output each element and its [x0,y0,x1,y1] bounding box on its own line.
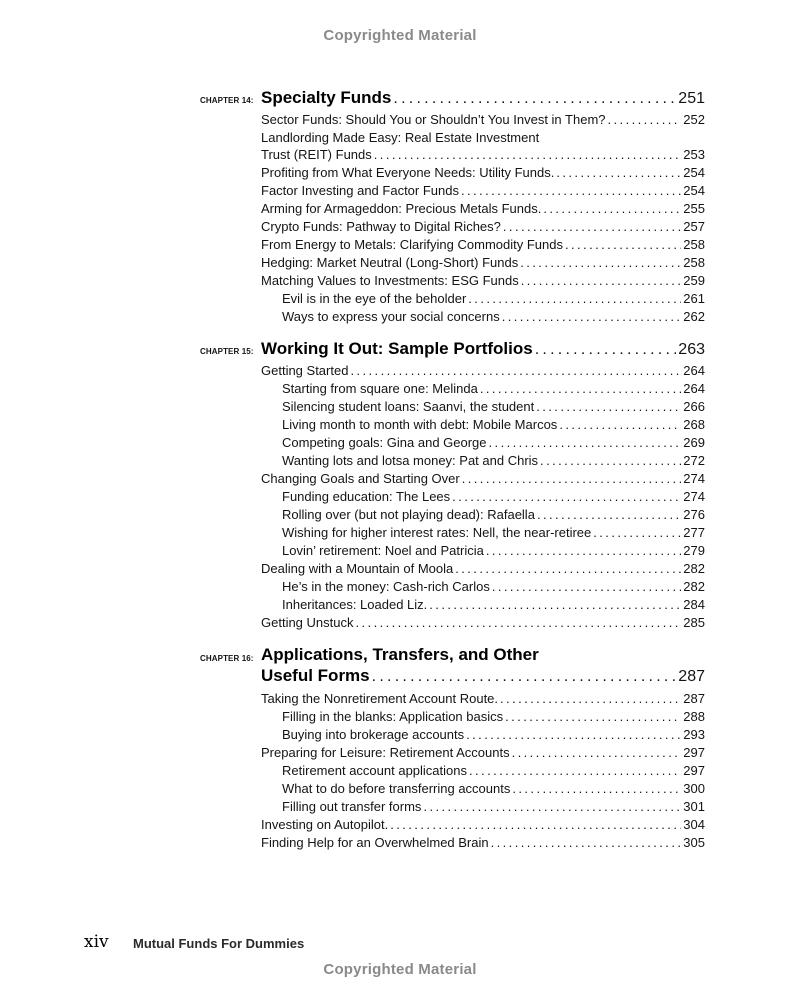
dot-leader [393,90,676,108]
entry-title: Ways to express your social concerns [282,309,500,324]
dot-leader [593,524,681,542]
toc-entry[interactable] [261,560,705,578]
entry-title: Wanting lots and lotsa money: Pat and Chris [282,453,539,468]
dot-leader [537,506,681,524]
entry-title: Matching Values to Investments: ESG Funds [261,273,519,288]
dot-leader [543,200,681,218]
dot-leader [372,668,677,686]
page-number: 251 [678,90,705,107]
page-number: 255 [683,201,705,216]
page-number: 259 [683,273,705,288]
dot-leader [540,452,681,470]
dot-leader [505,708,681,726]
dot-leader [491,834,682,852]
entry-title: Taking the Nonretirement Account Route. [261,691,499,706]
page-number: 266 [683,399,705,414]
dot-leader [535,341,677,359]
toc-entry[interactable] [261,690,705,708]
entry-title: Evil is in the eye of the beholder [282,291,467,306]
page-number: 264 [683,363,705,378]
page-number: 297 [683,763,705,778]
dot-leader [390,816,681,834]
dot-leader [492,578,681,596]
page-number: 263 [678,341,705,358]
chapter-title-first-line[interactable]: Applications, Transfers, and Other [261,645,539,664]
toc-entry[interactable] [261,164,705,182]
toc-subentry[interactable] [282,726,705,744]
page-number: 258 [683,255,705,270]
toc-subentry[interactable] [282,798,705,816]
page-number: 277 [683,525,705,540]
toc-subentry[interactable] [282,542,705,560]
entry-title: Buying into brokerage accounts [282,727,465,742]
toc-subentry[interactable] [282,780,705,798]
toc-entry[interactable] [261,146,705,164]
entry-title: Dealing with a Mountain of Moola [261,561,454,576]
page-number: 262 [683,309,705,324]
toc-entry[interactable] [261,254,705,272]
toc-subentry[interactable] [282,452,705,470]
entry-title: Getting Unstuck [261,615,354,630]
page-number: 304 [683,817,705,832]
page-number: 254 [683,183,705,198]
page-number: 287 [683,691,705,706]
copyright-watermark-bottom: Copyrighted Material [323,961,477,978]
toc-subentry[interactable] [282,398,705,416]
dot-leader [480,380,681,398]
dot-leader [502,308,682,326]
page-number: 285 [683,615,705,630]
dot-leader [462,470,682,488]
entry-title: Inheritances: Loaded Liz. [282,597,428,612]
toc-entry[interactable] [261,362,705,380]
dot-leader [565,236,681,254]
dot-leader [512,780,681,798]
entry-title: Sector Funds: Should You or Shouldn’t You Invest in Them? [261,112,606,127]
page-number: 297 [683,745,705,760]
toc-subentry[interactable] [282,434,705,452]
toc-entry[interactable] [261,744,705,762]
page-number: 258 [683,237,705,252]
entry-title: Retirement account applications [282,763,467,778]
entry-title: Starting from square one: Melinda [282,381,478,396]
toc-entry[interactable] [261,816,705,834]
dot-leader [503,218,681,236]
page-number: 253 [683,147,705,162]
dot-leader [350,362,681,380]
page-number: 261 [683,291,705,306]
page-number: 305 [683,835,705,850]
toc-entry[interactable] [261,614,705,632]
toc-subentry[interactable] [282,596,705,614]
chapter-label: CHAPTER 15: [200,347,254,356]
entry-title: Getting Started [261,363,349,378]
toc-subentry[interactable] [282,524,705,542]
dot-leader [429,596,681,614]
toc-entry-first-line[interactable]: Landlording Made Easy: Real Estate Investment [261,130,540,145]
dot-leader [486,542,681,560]
dot-leader [559,416,681,434]
entry-title: What to do before transferring accounts [282,781,511,796]
entry-title: Lovin’ retirement: Noel and Patricia [282,543,484,558]
page-number: 282 [683,579,705,594]
page-number: 268 [683,417,705,432]
dot-leader [608,111,682,129]
toc-entry[interactable] [261,470,705,488]
page-number: 282 [683,561,705,576]
page-number: 284 [683,597,705,612]
page-number: 274 [683,489,705,504]
page-number: 288 [683,709,705,724]
page-number: 276 [683,507,705,522]
page-number: 300 [683,781,705,796]
dot-leader [455,560,681,578]
dot-leader [489,434,682,452]
dot-leader [423,798,681,816]
chapter-label: CHAPTER 16: [200,654,254,663]
toc-subentry[interactable] [282,308,705,326]
entry-title: Competing goals: Gina and George [282,435,487,450]
dot-leader [469,762,681,780]
page-number: 279 [683,543,705,558]
entry-title: Factor Investing and Factor Funds [261,183,459,198]
toc-entry[interactable] [261,111,705,129]
toc-entry[interactable] [261,218,705,236]
page-folio: xiv [84,932,109,952]
page-number: 264 [683,381,705,396]
chapter-title: Working It Out: Sample Portfolios [261,339,533,358]
entry-title: Preparing for Leisure: Retirement Accounts [261,745,510,760]
page-number: 293 [683,727,705,742]
page-number: 301 [683,799,705,814]
chapter-title-line[interactable] [261,666,705,686]
toc-entry[interactable] [261,182,705,200]
dot-leader [452,488,681,506]
entry-title: From Energy to Metals: Clarifying Commodity Funds [261,237,563,252]
dot-leader [466,726,681,744]
entry-title: Wishing for higher interest rates: Nell, the near-retiree [282,525,592,540]
entry-title: Investing on Autopilot. [261,817,389,832]
entry-title: Funding education: The Lees [282,489,451,504]
entry-title: Filling out transfer forms [282,799,422,814]
chapter-title-line[interactable] [261,339,705,359]
dot-leader [500,690,681,708]
dot-leader [556,164,681,182]
entry-title: Filling in the blanks: Application basics [282,709,504,724]
page-number: 272 [683,453,705,468]
entry-title: Living month to month with debt: Mobile Marcos [282,417,558,432]
chapter-title: Useful Forms [261,666,370,685]
entry-title: Silencing student loans: Saanvi, the student [282,399,535,414]
toc-subentry[interactable] [282,380,705,398]
dot-leader [461,182,681,200]
toc-entry[interactable] [261,236,705,254]
dot-leader [356,614,682,632]
chapter-title: Specialty Funds [261,88,392,107]
page-number: 252 [683,112,705,127]
entry-title: Rolling over (but not playing dead): Rafaella [282,507,535,522]
dot-leader [374,146,682,164]
toc-subentry[interactable] [282,762,705,780]
toc-subentry[interactable] [282,290,705,308]
page-number: 274 [683,471,705,486]
dot-leader [520,254,681,272]
dot-leader [468,290,681,308]
entry-title: Hedging: Market Neutral (Long-Short) Funds [261,255,519,270]
page-number: 269 [683,435,705,450]
entry-title: Finding Help for an Overwhelmed Brain [261,835,489,850]
toc-entry[interactable] [261,834,705,852]
page-number: 257 [683,219,705,234]
copyright-watermark-top: Copyrighted Material [323,27,477,44]
entry-title: Profiting from What Everyone Needs: Utility Funds. [261,165,555,180]
toc-entry[interactable] [261,200,705,218]
entry-title: Crypto Funds: Pathway to Digital Riches? [261,219,501,234]
page-number: 287 [678,668,705,685]
entry-title: He’s in the money: Cash-rich Carlos [282,579,490,594]
toc-subentry[interactable] [282,708,705,726]
running-footer-title: Mutual Funds For Dummies [133,936,305,951]
dot-leader [521,272,682,290]
chapter-title-line[interactable] [261,88,705,108]
toc-subentry[interactable] [282,578,705,596]
toc-entry[interactable] [261,272,705,290]
toc-subentry[interactable] [282,506,705,524]
dot-leader [512,744,682,762]
page-number: 254 [683,165,705,180]
entry-title: Arming for Armageddon: Precious Metals Funds. [261,201,542,216]
entry-title: Trust (REIT) Funds [261,147,372,162]
dot-leader [536,398,681,416]
toc-subentry[interactable] [282,488,705,506]
chapter-label: CHAPTER 14: [200,96,254,105]
entry-title: Changing Goals and Starting Over [261,471,460,486]
toc-subentry[interactable] [282,416,705,434]
